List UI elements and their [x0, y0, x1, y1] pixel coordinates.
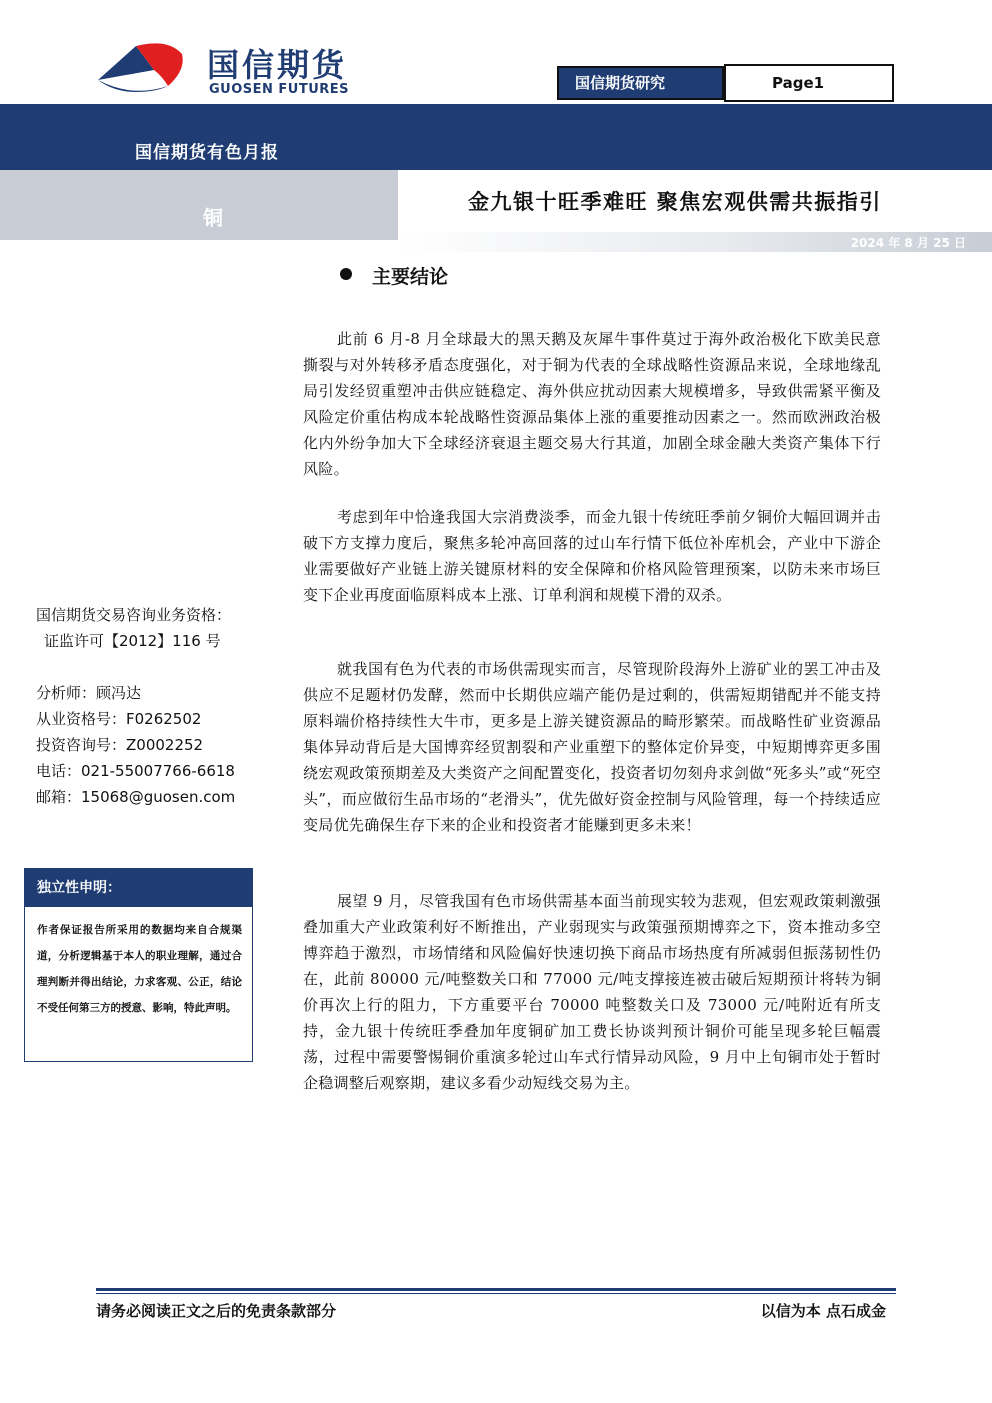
- bullet-icon: [340, 268, 352, 280]
- analyst-info: [36, 680, 235, 810]
- metal-label: 铜: [203, 206, 223, 230]
- page-label: Page1: [724, 64, 894, 102]
- consult-number: 投资咨询号：Z0002252: [36, 736, 204, 754]
- qualification: [36, 602, 231, 654]
- paragraph-2: 考虑到年中恰逢我国大宗消费淡季，而金九银十传统旺季前夕铜价大幅回调并击破下方支撑力度后，聚焦多轮冲高回落的过山车行情下低位补库机会，产业中下游企业需要做好产业链上游关键原材料的安全保障和价格风险管理预案，以防未来市场巨变下企业再度面临原料成本上涨、订单利润和规模下滑的双杀。: [303, 508, 881, 604]
- date-band: [398, 232, 992, 252]
- metal-band: [0, 170, 398, 240]
- report-type: 国信期货有色月报: [135, 143, 279, 163]
- independence-text: 作者保证报告所采用的数据均来自合规渠道，分析逻辑基于本人的职业理解，通过合理判断并得出结论，力求客观、公正，结论不受任何第三方的授意、影响，特此声明。: [37, 924, 242, 1014]
- paragraph-3: 就我国有色为代表的市场供需现实而言，尽管现阶段海外上游矿业的罢工冲击及供应不足题材仍发酵，然而中长期供应端产能仍是过剩的，供需短期错配并不能支持原料端价格持续性大牛市，更多是上游关键资源品的畸形繁荣。而战略性矿业资源品集体异动背后是大国博弈经贸割裂和产业重塑下的整体定价异变，中短期博弈更多围绕宏观政策预期差及大类资产之间配置变化，投资者切勿刻舟求剑做“死多头”或“死空头”，而应做衍生品市场的“老滑头”，优先做好资金控制与风险管理，每一个持续适应变局优先确保生存下来的企业和投资者才能赚到更多未来！: [303, 660, 881, 834]
- dept-label: 国信期货研究: [557, 66, 724, 100]
- independence-title: 独立性申明：: [25, 869, 252, 907]
- brand-name-en: GUOSEN FUTURES: [209, 82, 350, 97]
- license-number: 从业资格号：F0262502: [36, 710, 202, 728]
- phone: 电话：021-55007766-6618: [36, 762, 235, 780]
- report-date: 2024 年 8 月 25 日: [850, 236, 966, 250]
- independence-box: [24, 868, 253, 1062]
- guosen-logo-icon: [96, 40, 186, 98]
- analyst-name: 分析师：顾冯达: [36, 684, 142, 702]
- qualification-line-1: 国信期货交易咨询业务资格：: [36, 606, 232, 624]
- brand-name-cn: 国信期货: [207, 46, 348, 84]
- footer-rule-thin: [96, 1293, 896, 1294]
- footer-disclaimer: 请务必阅读正文之后的免责条款部分: [96, 1302, 337, 1320]
- paragraph-1: 此前 6 月-8 月全球最大的黑天鹅及灰犀牛事件莫过于海外政治极化下欧美民意撕裂与对外转移矛盾态度强化，对于铜为代表的全球战略性资源品来说，全球地缘乱局引发经贸重塑冲击供应链稳定、海外供应扰动因素大规模增多，导致供需紧平衡及风险定价重估构成本轮战略性资源品集体上涨的重要推动因素之一。然而欧洲政治极化内外纷争加大下全球经济衰退主题交易大行其道，加剧全球金融大类资产集体下行风险。: [303, 330, 881, 478]
- section-title: 主要结论: [372, 266, 449, 288]
- email: 邮箱：15068@guosen.com: [36, 788, 236, 806]
- footer-rule: [96, 1288, 896, 1291]
- footer-slogan: 以信为本 点石成金: [760, 1302, 886, 1320]
- paragraph-4: 展望 9 月，尽管我国有色市场供需基本面当前现实较为悲观，但宏观政策刺激强叠加重大产业政策利好不断推出，产业弱现实与政策强预期博弈之下，资本推动多空博弈趋于激烈，市场情绪和风险偏好快速切换下商品市场热度有所减弱但振荡韧性仍在，此前 80000 元/吨整数关口和 77000 元/吨支撑接连被击破后短期预计将转为铜价再次上行的阻力，下方重要平台 70000 吨整数关口及 73000 元/吨附近有所支持，金九银十传统旺季叠加年度铜矿加工费长协谈判预计铜价可能呈现多轮巨幅震荡，过程中需要警惕铜价重演多轮过山车式行情异动风险，9 月中上旬铜市处于暂时企稳调整后观察期，建议多看少动短线交易为主。: [303, 892, 881, 1092]
- qualification-line-2: 证监许可【2012】116 号: [44, 632, 221, 650]
- report-title: 金九银十旺季难旺 聚焦宏观供需共振指引: [468, 190, 882, 214]
